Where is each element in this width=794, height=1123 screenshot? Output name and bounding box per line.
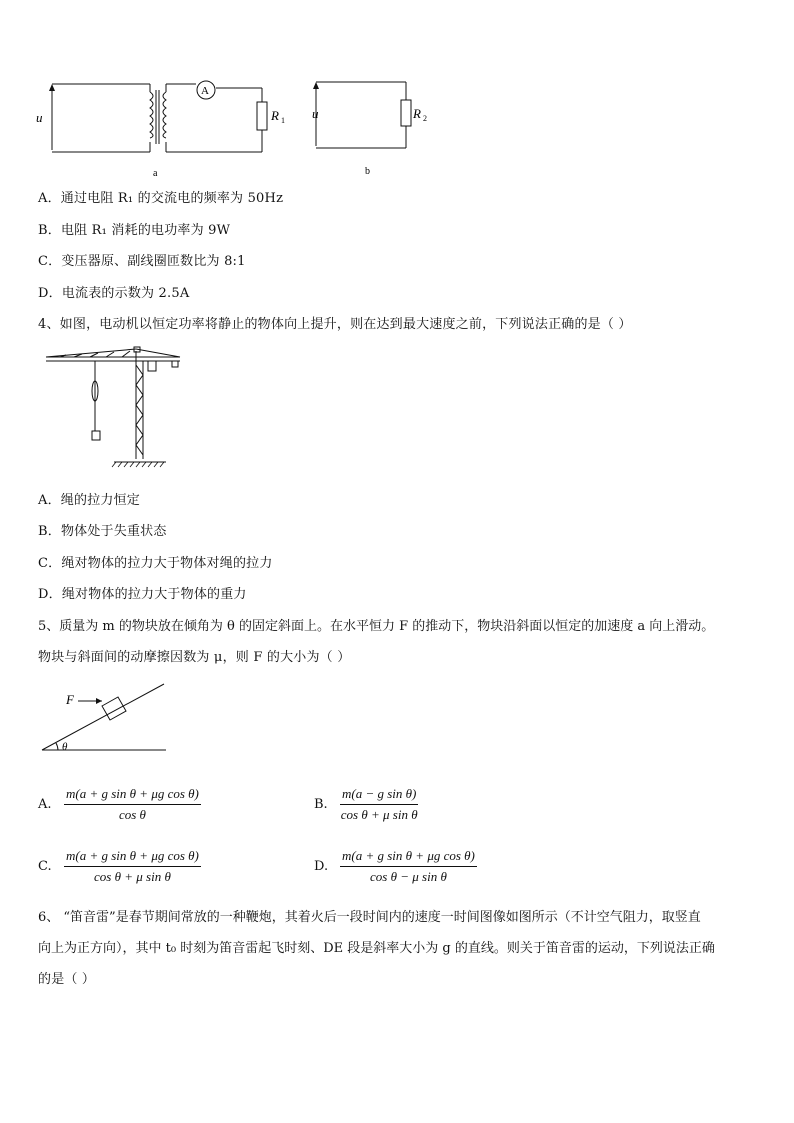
incline-figure: [40, 680, 170, 755]
q5-option-d-numerator: m(a + g sin θ + μg cos θ): [342, 848, 475, 863]
resistor-r1-sub: 1: [281, 116, 285, 125]
q4-option-c: C．绳对物体的拉力大于物体对绳的拉力: [38, 556, 273, 571]
q5-stem-line2: 物块与斜面间的动摩擦因数为 μ，则 F 的大小为（ ）: [38, 650, 351, 665]
q5-option-d-label: D.: [314, 859, 329, 874]
q5-stem-line1: 5、质量为 m 的物块放在倾角为 θ 的固定斜面上。在水平恒力 F 的推动下，物块沿斜面以恒定的加速度 a 向上滑动。: [38, 619, 715, 634]
q6-stem-line3: 的是（ ）: [38, 972, 96, 987]
q5-option-c-fraction: [64, 848, 201, 885]
q5-option-a-numerator: m(a + g sin θ + μg cos θ): [66, 786, 199, 801]
resistor-r1-label: R: [271, 108, 279, 123]
crane-figure: [40, 345, 190, 470]
circuit-figure: [30, 72, 450, 182]
ammeter-label: A: [201, 85, 209, 97]
q6-stem-line2: 向上为正方向），其中 t₀ 时刻为笛音雷起飞时刻、DE 段是斜率大小为 g 的直线。则关于笛音雷的运动，下列说法正确: [38, 941, 715, 956]
q5-option-c-denominator: cos θ + μ sin θ: [94, 869, 171, 884]
q5-option-b-label: B.: [314, 797, 328, 812]
q5-option-a-label: A.: [38, 797, 52, 812]
angle-theta-label: θ: [62, 741, 68, 753]
q5-option-b-denominator: cos θ + μ sin θ: [340, 807, 418, 822]
q5-option-c-numerator: m(a + g sin θ + μg cos θ): [66, 848, 199, 863]
fraction-bar: [64, 804, 201, 805]
q3-option-d: D．电流表的示数为 2.5A: [38, 286, 190, 301]
circuit-u-label-b: u: [312, 106, 319, 121]
q4-stem: 4、如图，电动机以恒定功率将静止的物体向上提升，则在达到最大速度之前，下列说法正确的是（ ）: [38, 317, 632, 332]
resistor-r2-label: R: [413, 106, 421, 121]
q5-option-b-numerator: m(a − g sin θ): [342, 786, 417, 801]
q3-option-a: A．通过电阻 R₁ 的交流电的频率为 50Hz: [38, 191, 284, 206]
fraction-bar: [340, 866, 477, 867]
q5-option-c-label: C.: [38, 859, 52, 874]
q4-option-b: B．物体处于失重状态: [38, 524, 167, 539]
q5-option-d-denominator: cos θ − μ sin θ: [370, 869, 447, 884]
q4-option-a: A．绳的拉力恒定: [38, 493, 140, 508]
circuit-u-label-a: u: [36, 110, 43, 125]
fraction-bar: [340, 804, 418, 805]
q5-option-d-fraction: [340, 848, 477, 885]
q5-option-b-fraction: [340, 786, 418, 823]
q5-option-a-denominator: cos θ: [118, 807, 146, 822]
force-f-label: F: [66, 692, 74, 707]
circuit-caption-a: a: [153, 168, 158, 179]
q4-option-d: D．绳对物体的拉力大于物体的重力: [38, 587, 247, 602]
q6-stem-line1: 6、 “笛音雷”是春节期间常放的一种鞭炮，其着火后一段时间内的速度一时间图像如图所示（不计空气阻力，取竖直: [38, 910, 701, 925]
q3-option-c: C．变压器原、副线圈匝数比为 8:1: [38, 254, 246, 269]
q3-option-b: B．电阻 R₁ 消耗的电功率为 9W: [38, 223, 231, 238]
q5-option-a-fraction: [64, 786, 201, 823]
circuit-caption-b: b: [365, 166, 370, 177]
fraction-bar: [64, 866, 201, 867]
resistor-r2-sub: 2: [423, 114, 427, 123]
